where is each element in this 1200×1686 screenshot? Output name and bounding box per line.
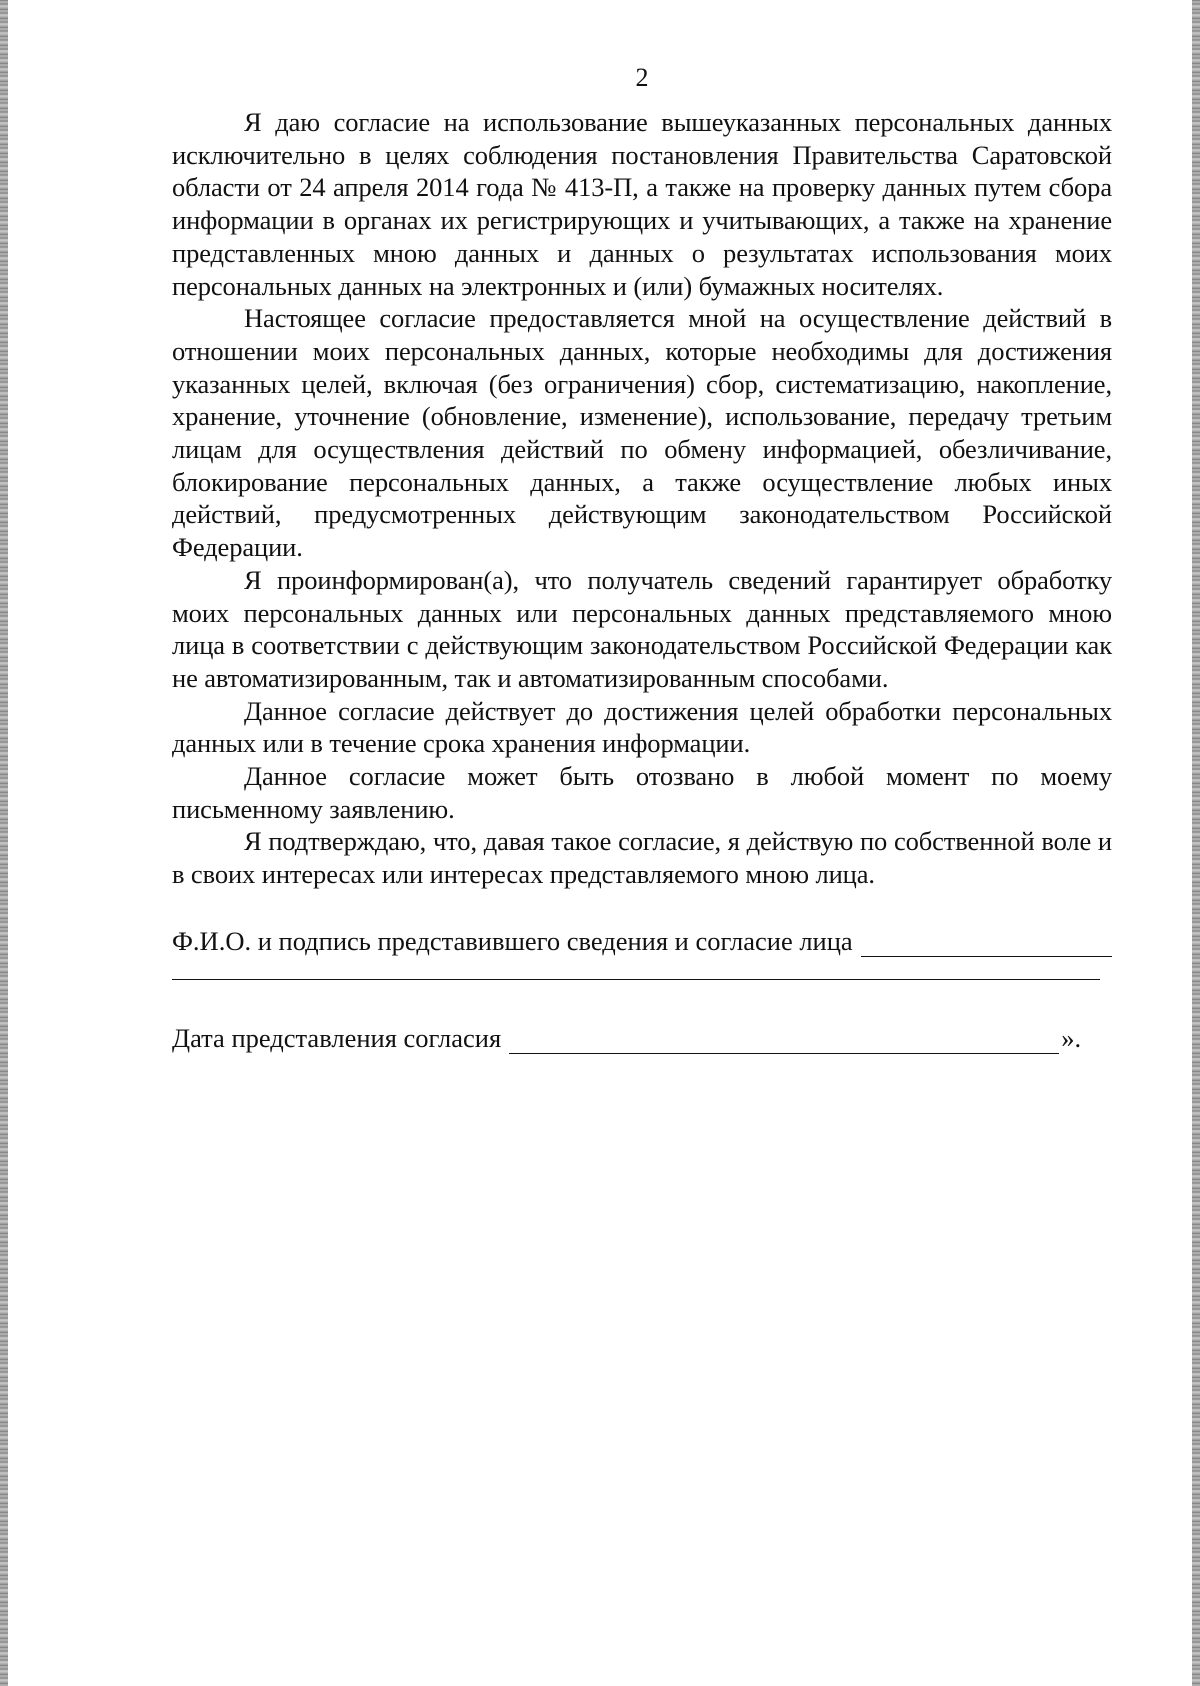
paragraph-revocation: Данное согласие может быть отозвано в любой момент по моему письменному заявлению. [172,761,1112,824]
paragraph-confirmation: Я подтверждаю, что, давая такое согласие, я действую по собственной воле и в своих интересах или интересах представляемого мною лица. [172,826,1112,890]
signature-field-line[interactable] [861,928,1112,957]
paragraph-consent-actions: Настоящее согласие предоставляется мной на осуществление действий в отношении моих персональных данных, которые необходимы для достижения указанных целей, включая (без ограничения) сбор, систематизацию, накопление, хранение, уточнение (обновление, изменение), использование, передачу третьим лицам для осуществления действий по обмену информацией, обезличивание, блокирование персональных данных, а также осуществление любых иных действий, предусмотренных действующим законодательством Российской Федерации. [172,303,1112,563]
signature-field-continuation-line[interactable] [172,957,1100,980]
scan-edge-left [0,0,8,1686]
document-page [172,62,1112,1054]
paragraph-informed: Я проинформирован(а), что получатель сведений гарантирует обработку моих персональных данных или персональных данных представляемого мною лица в соответствии с действующим законодательством Российской Федерации как не автоматизированным, так и автоматизированным способами. [172,564,1112,693]
signature-block [172,921,1112,1054]
signature-row [172,921,1112,957]
paragraph-validity: Данное согласие действует до достижения целей обработки персональных данных или в течение срока хранения информации. [172,695,1112,759]
date-closing-quote: ». [1061,1022,1082,1053]
date-field-line[interactable] [509,1025,1059,1054]
paragraph-consent-purpose: Я даю согласие на использование вышеуказанных персональных данных исключительно в целях соблюдения постановления Правительства Саратовской области от 24 апреля 2014 года № 413-П, а также на проверку данных путем сбора информации в органах их регистрирующих и учитывающих, а также на хранение представленных мною данных и данных о результатах использования моих персональных данных на электронных и (или) бумажных носителях. [172,107,1112,301]
scan-edge-right [1192,0,1200,1686]
page-number: 2 [635,63,649,92]
date-label: Дата представления согласия [172,1022,502,1053]
date-row [172,1018,1112,1054]
signature-label: Ф.И.О. и подпись представившего сведения и согласие лица [172,925,853,956]
